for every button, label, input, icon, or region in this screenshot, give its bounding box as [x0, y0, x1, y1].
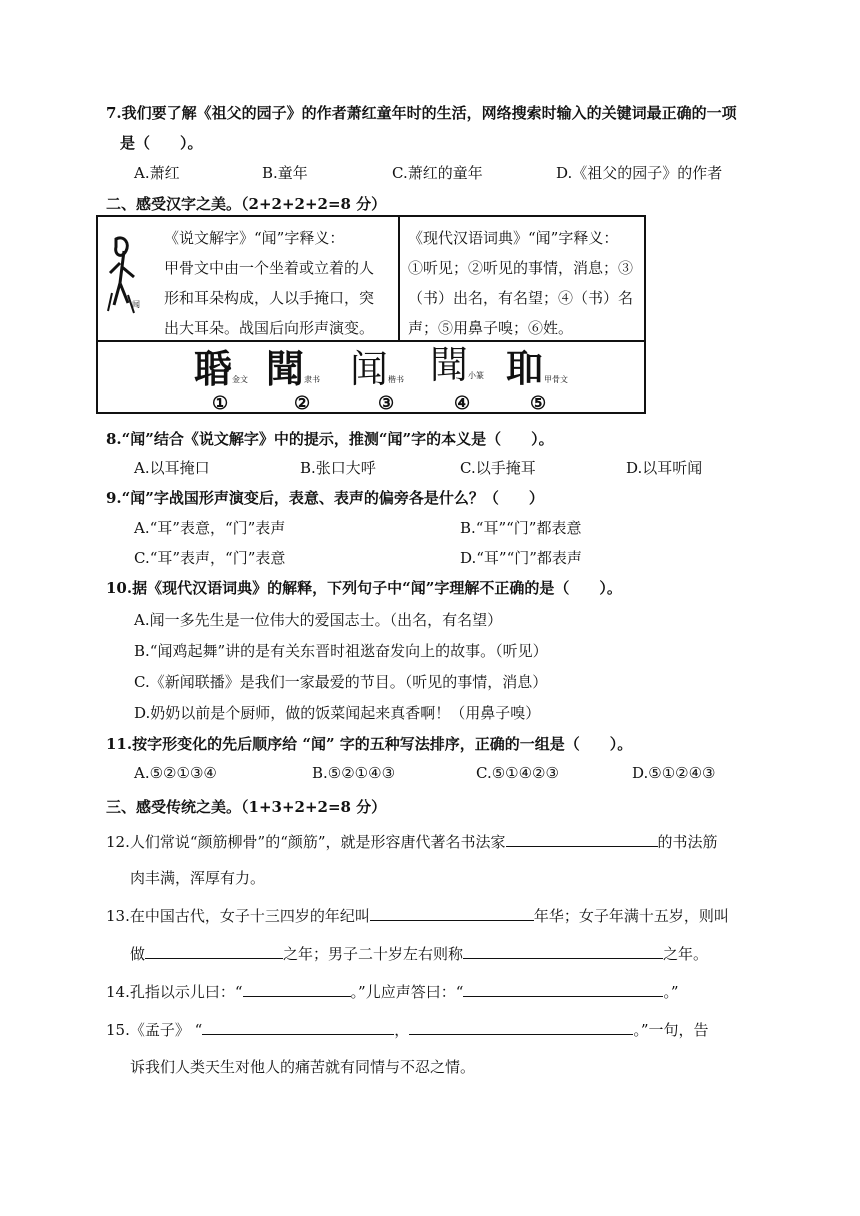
shuowen-line-2: 甲骨文中由一个坐着或立着的人: [164, 259, 375, 277]
q11-option-a: A.⑤②①③④: [134, 764, 217, 782]
q8-option-a: A.以耳掩口: [134, 459, 210, 477]
q12-line2: 肉丰满，浑厚有力。: [130, 869, 266, 887]
script-form-1: [194, 346, 249, 391]
q7-option-d: D.《祖父的园子》的作者: [556, 164, 723, 182]
table-column-divider: [398, 217, 400, 340]
q8-option-d: D.以耳听闻: [626, 459, 703, 477]
q10-option-a: A.闻一多先生是一位伟大的爱国志士。（出名，有名望）: [134, 611, 503, 629]
script-form-2-char: 聞: [266, 346, 305, 391]
q15-line1: [106, 1018, 708, 1040]
q8-option-b: B.张口大呼: [300, 459, 376, 477]
q9-option-a: A.“耳”表意，“门”表声: [134, 519, 286, 537]
q8-stem: 8.“闻”结合《说文解字》中的提示，推测“闻”字的本义是（ ）。: [106, 430, 554, 448]
q7-stem-line2: 是（ ）。: [120, 134, 203, 152]
script-form-3: [350, 349, 404, 389]
q15-text-part3: 。”一句，告: [633, 1021, 709, 1039]
script-form-3-label: 楷书: [388, 375, 405, 384]
shuowen-line-4: 出大耳朵。战国后向形声演变。: [164, 319, 375, 337]
q7-option-c: C.萧红的童年: [392, 164, 483, 182]
q13-text-part1: 13.在中国古代，女子十三四岁的年纪叫: [106, 907, 370, 925]
q12-answer-blank[interactable]: [506, 830, 658, 847]
q15-text-part2: ，: [394, 1021, 410, 1039]
q13-answer-blank-2[interactable]: [145, 942, 283, 959]
script-form-4: [430, 345, 484, 385]
script-form-2: [266, 346, 321, 391]
q9-option-c: C.“耳”表声，“门”表意: [134, 549, 286, 567]
xiandai-line-3: （书）出名，有名望；④（书）名: [408, 289, 634, 307]
q15-answer-blank-2[interactable]: [409, 1018, 633, 1035]
q10-option-d: D.奶奶以前是个厨师，做的饭菜闻起来真香啊！（用鼻子嗅）: [134, 704, 541, 722]
q9-option-b: B.“耳”“门”都表意: [460, 519, 582, 537]
q12-line1: [106, 830, 718, 852]
q11-option-c: C.⑤①④②③: [476, 764, 559, 782]
hanzi-table: [96, 215, 646, 414]
q13-line1: [106, 904, 729, 926]
script-form-4-number: ④: [454, 393, 471, 414]
script-form-2-label: 隶书: [304, 375, 321, 384]
q11-option-d: D.⑤①②④③: [632, 764, 716, 782]
q10-option-c: C.《新闻联播》是我们一家最爱的节目。（听见的事情，消息）: [134, 673, 548, 691]
table-row-divider: [98, 340, 644, 342]
section-3-title: 三、感受传统之美。（1+3+2+2=8 分）: [106, 798, 387, 816]
q10-option-b: B.“闻鸡起舞”讲的是有关东晋时祖逖奋发向上的故事。（听见）: [134, 642, 548, 660]
shuowen-line-3: 形和耳朵构成，人以手掩口，突: [164, 289, 375, 307]
q14-text-part3: 。”: [663, 983, 679, 1001]
script-form-3-char: 闻: [350, 347, 389, 391]
q8-option-c: C.以手掩耳: [460, 459, 536, 477]
q12-text-part1: 12.人们常说“颜筋柳骨”的“颜筋”，就是形容唐代著名书法家: [106, 833, 506, 851]
script-form-5-char: 𦔻: [506, 346, 545, 391]
q14-text-part1: 14.孔指以示儿曰：“: [106, 983, 243, 1001]
q11-option-b: B.⑤②①④③: [312, 764, 396, 782]
q15-line2: 诉我们人类天生对他人的痛苦就有同情与不忍之情。: [130, 1058, 476, 1076]
q13-answer-blank-3[interactable]: [463, 942, 663, 959]
script-form-5: [506, 346, 569, 391]
q7-option-a: A.萧红: [134, 164, 180, 182]
oracle-small-label: 闻: [132, 300, 140, 309]
xiandai-line-1: 《现代汉语词典》“闻”字释义：: [408, 229, 619, 247]
xiandai-line-4: 声；⑤用鼻子嗅；⑥姓。: [408, 319, 574, 337]
q13-text-part2: 年华；女子年满十五岁，则叫: [533, 907, 729, 925]
q15-answer-blank-1[interactable]: [202, 1018, 394, 1035]
script-form-4-label: 小篆: [468, 371, 485, 380]
q9-option-d: D.“耳”“门”都表声: [460, 549, 582, 567]
q11-stem: 11.按字形变化的先后顺序给 “闻” 字的五种写法排序，正确的一组是（ ）。: [106, 735, 633, 753]
q14-text-part2: 。”儿应声答曰：“: [350, 983, 464, 1001]
script-form-2-number: ②: [294, 393, 311, 414]
q15-text-part1: 15.《孟子》 “: [106, 1021, 203, 1039]
q7-stem-line1: 7.我们要了解《祖父的园子》的作者萧红童年时的生活，网络搜索时输入的关键词最正确的一项: [106, 104, 737, 122]
q13-line2: [130, 942, 708, 964]
script-form-5-label: 甲骨文: [544, 375, 569, 384]
q14-answer-blank-1[interactable]: [243, 980, 351, 997]
section-2-title: 二、感受汉字之美。（2+2+2+2=8 分）: [106, 195, 387, 213]
script-form-1-number: ①: [212, 393, 229, 414]
q14-answer-blank-2[interactable]: [463, 980, 663, 997]
q14-line: [106, 980, 679, 1002]
script-form-1-label: 金文: [232, 375, 249, 384]
shuowen-line-1: 《说文解字》“闻”字释义：: [164, 229, 345, 247]
script-form-1-char: 䎽: [194, 346, 233, 391]
q13-text-part5: 之年。: [663, 945, 709, 963]
q12-text-part2: 的书法筋: [657, 833, 718, 851]
q13-text-part3: 做: [130, 945, 146, 963]
xiandai-line-2: ①听见；②听见的事情，消息；③: [408, 259, 634, 277]
q10-stem: 10.据《现代汉语词典》的解释，下列句子中“闻”字理解不正确的是（ ）。: [106, 579, 622, 597]
q13-answer-blank-1[interactable]: [370, 904, 534, 921]
q13-text-part4: 之年；男子二十岁左右则称: [283, 945, 464, 963]
script-form-3-number: ③: [378, 393, 395, 414]
q9-stem: 9.“闻”字战国形声演变后，表意、表声的偏旁各是什么？（ ）: [106, 489, 544, 507]
script-form-4-char: 聞: [430, 343, 469, 387]
q7-option-b: B.童年: [262, 164, 308, 182]
script-form-5-number: ⑤: [530, 393, 547, 414]
